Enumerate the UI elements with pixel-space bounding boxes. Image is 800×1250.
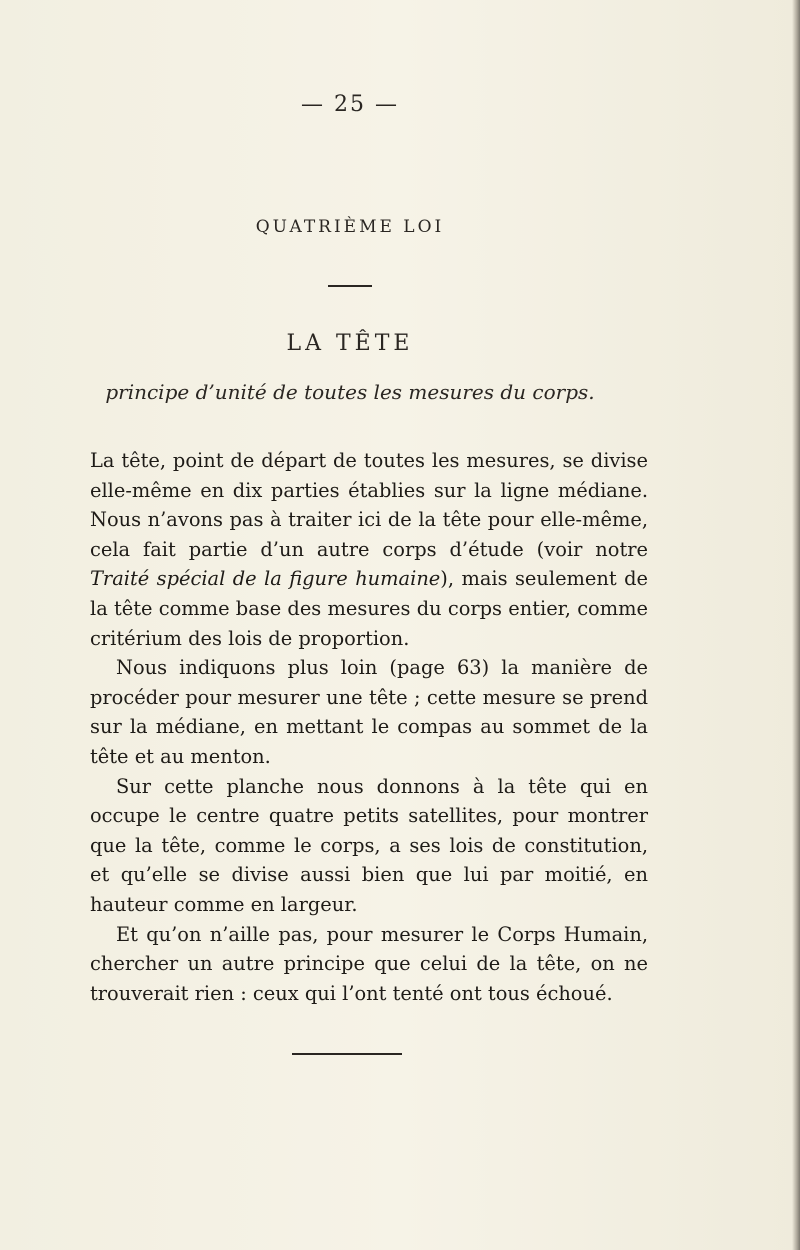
paragraph-italic-title: Traité spécial de la figure humaine [90, 567, 441, 591]
chapter-heading: LA TÊTE [286, 331, 414, 356]
page-number: — 25 — [301, 92, 399, 117]
page-edge-shadow [792, 0, 800, 1250]
law-title: QUATRIÈME LOI [255, 217, 445, 237]
paragraph: Et qu’on n’aille pas, pour mesurer le Corps Humain, chercher un autre principe que celui de la tête, on ne trouverait rien : ceux qui l’ont tenté ont tous échoué. [90, 922, 648, 1005]
paragraph [90, 446, 648, 653]
divider-top [328, 285, 372, 287]
chapter-subtitle: principe d’unité de toutes les mesures du corps. [105, 380, 595, 404]
paragraph: Nous indiquons plus loin (page 63) la manière de procéder pour mesurer une tête ; cette mesure se prend sur la médiane, en mettant le compas au sommet de la tête et au menton. [90, 656, 648, 768]
paragraph: Sur cette planche nous donnons à la tête qui en occupe le centre quatre petits satellites, pour montrer que la tête, comme le corps, a ses lois de constitution, et qu’elle se divise aussi bien que lui par moitié, en hauteur comme en largeur. [90, 774, 648, 916]
paragraph-text: La tête, point de départ de toutes les mesures, se divise elle-même en dix parties établies sur la ligne médiane. Nous n’avons pas à traiter ici de la tête pour elle-même, cela fait partie d’un autre corps d’étude (voir notre [90, 449, 648, 561]
body-text [90, 446, 648, 1008]
divider-bottom [292, 1053, 402, 1055]
paragraph-text: ), mais seulement de la tête comme base des mesures du corps entier, comme critérium des lois de proportion. [90, 567, 648, 650]
